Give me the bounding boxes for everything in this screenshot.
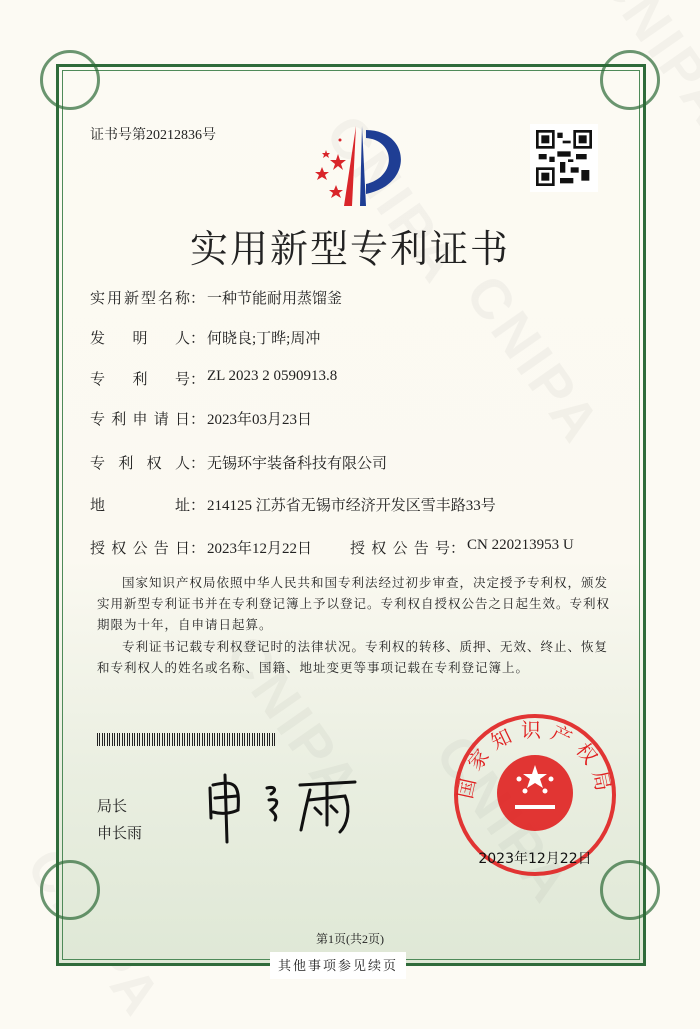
field-label: 授 权 公 告 号 — [350, 541, 450, 557]
field-label: 发明人 — [90, 331, 190, 347]
field-label: 地址 — [90, 498, 190, 514]
certificate-number: 证书号第20212836号 — [90, 128, 216, 143]
corner-ornament — [40, 50, 100, 110]
field-value: 2023年12月22日 — [207, 541, 313, 557]
field-row: 发明人 ： 何晓良;丁晔;周冲 — [90, 327, 320, 348]
field-value: ZL 2023 2 0590913.8 — [207, 368, 338, 384]
field-row: 专利权人 ： 无锡环宇装备科技有限公司 — [90, 452, 387, 473]
field-row: 授权公告日 ： 2023年12月22日 — [90, 537, 312, 558]
field-row: 专利申请日 ： 2023年03月23日 — [90, 408, 312, 429]
field-value: 一种节能耐用蒸馏釜 — [207, 291, 343, 307]
field-label: 专利申请日 — [90, 412, 190, 428]
corner-ornament — [600, 50, 660, 110]
field-row: 实用新型名称 ： 一种节能耐用蒸馏釜 — [90, 287, 342, 308]
field-value: 2023年03月23日 — [207, 412, 313, 428]
field-row: 地址 ： 214125 江苏省无锡市经济开发区雪丰路33号 — [90, 494, 496, 515]
field-pub-number: 授 权 公 告 号 ： CN 220213953 U — [350, 537, 574, 557]
field-value: 何晓良;丁晔;周冲 — [207, 331, 321, 347]
continuation-note: 其他事项参见续页 — [270, 952, 406, 979]
field-label: 授权公告日 — [90, 541, 190, 557]
legal-status-paragraph: 专利证书记载专利权登记时的法律状况。专利权的转移、质押、无效、终止、恢复和专利权人的姓名或名称、国籍、地址变更等事项记载在专利登记簿上。 — [97, 640, 609, 675]
field-label: 专利权人 — [90, 456, 190, 472]
field-label: 实用新型名称 — [90, 291, 190, 307]
director-name: 申长雨 — [97, 824, 143, 842]
field-row: 专利号 ： ZL 2023 2 0590913.8 — [90, 368, 338, 388]
watermark — [453, 263, 615, 456]
field-value: 无锡环宇装备科技有限公司 — [207, 456, 388, 472]
certificate-title: 实用新型专利证书 — [189, 227, 510, 271]
field-label: 专利号 — [90, 372, 190, 388]
director-title: 局长 — [97, 797, 128, 815]
seal-date: 2023年12月22日 — [478, 851, 592, 867]
grant-paragraph: 国家知识产权局依照中华人民共和国专利法经过初步审查，决定授予专利权，颁发实用新型专利证书并在专利登记簿上予以登记。专利权自授权公告之日起生效。专利权期限为十年，自申请日起算。 — [97, 576, 611, 632]
seal-text: 国家知识产权局 — [453, 718, 617, 801]
barcode — [97, 733, 277, 746]
field-value: CN 220213953 U — [467, 537, 574, 553]
field-value: 214125 江苏省无锡市经济开发区雪丰路33号 — [207, 498, 496, 514]
director-signature — [205, 770, 365, 845]
page-indicator: 第1页(共2页) — [316, 932, 384, 946]
official-seal — [453, 713, 617, 877]
cnipa-logo — [300, 124, 410, 209]
qr-code — [530, 124, 598, 192]
corner-ornament — [40, 860, 100, 920]
